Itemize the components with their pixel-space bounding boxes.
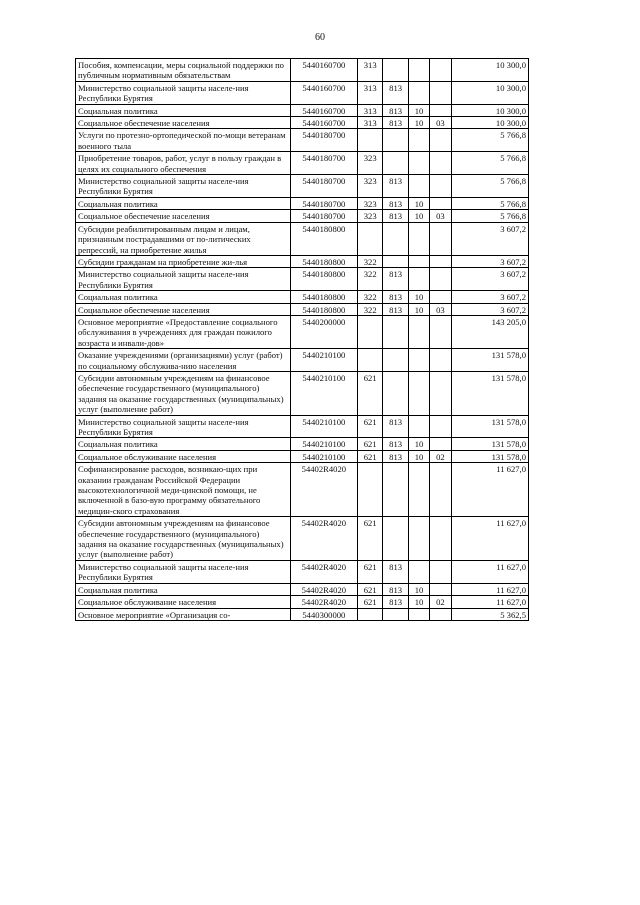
target-article-cell: 54402R4020 [290, 463, 357, 517]
table-row [76, 438, 529, 450]
grbs-cell [383, 371, 408, 415]
expense-type-cell: 322 [357, 291, 382, 303]
subsection-cell [430, 517, 451, 561]
section-cell [408, 255, 429, 267]
row-name-cell: Социальная политика [76, 583, 291, 595]
section-cell [408, 268, 429, 291]
subsection-cell [430, 371, 451, 415]
table-row [76, 81, 529, 104]
expense-type-cell: 313 [357, 117, 382, 129]
expense-type-cell: 621 [357, 371, 382, 415]
target-article-cell: 5440210100 [290, 450, 357, 462]
table-row [76, 303, 529, 315]
grbs-cell [383, 222, 408, 255]
amount-cell: 5 766,8 [451, 129, 528, 152]
section-cell [408, 608, 429, 620]
table-row [76, 315, 529, 348]
subsection-cell [430, 255, 451, 267]
target-article-cell: 54402R4020 [290, 517, 357, 561]
table-row [76, 268, 529, 291]
subsection-cell [430, 415, 451, 438]
grbs-cell [383, 152, 408, 175]
expense-type-cell: 322 [357, 268, 382, 291]
target-article-cell: 5440180700 [290, 152, 357, 175]
expense-type-cell: 621 [357, 517, 382, 561]
table-row [76, 129, 529, 152]
table-row [76, 255, 529, 267]
budget-table-body [76, 59, 529, 621]
row-name-cell: Социальное обслуживание населения [76, 596, 291, 608]
subsection-cell [430, 315, 451, 348]
row-name-cell: Оказание учреждениями (организациями) услуг (работ) по социальному обслужива-нию населения [76, 349, 291, 372]
grbs-cell: 813 [383, 303, 408, 315]
grbs-cell: 813 [383, 104, 408, 116]
section-cell: 10 [408, 210, 429, 222]
subsection-cell [430, 104, 451, 116]
subsection-cell [430, 81, 451, 104]
target-article-cell: 54402R4020 [290, 596, 357, 608]
amount-cell: 10 300,0 [451, 104, 528, 116]
section-cell [408, 349, 429, 372]
row-name-cell: Основное мероприятие «Предоставление социального обслуживания в учреждениях для граждан пожилого возраста и инвали-дов» [76, 315, 291, 348]
expense-type-cell [357, 463, 382, 517]
amount-cell: 3 607,2 [451, 268, 528, 291]
target-article-cell: 5440180800 [290, 255, 357, 267]
expense-type-cell: 621 [357, 560, 382, 583]
grbs-cell: 813 [383, 596, 408, 608]
target-article-cell: 5440180700 [290, 210, 357, 222]
row-name-cell: Социальное обеспечение населения [76, 117, 291, 129]
row-name-cell: Министерство социальной защиты населе-ния Республики Бурятия [76, 560, 291, 583]
target-article-cell: 5440210100 [290, 371, 357, 415]
subsection-cell [430, 608, 451, 620]
expense-type-cell: 322 [357, 303, 382, 315]
grbs-cell [383, 608, 408, 620]
expense-type-cell: 313 [357, 59, 382, 82]
expense-type-cell [357, 608, 382, 620]
expense-type-cell: 313 [357, 104, 382, 116]
target-article-cell: 5440200000 [290, 315, 357, 348]
target-article-cell: 5440180700 [290, 197, 357, 209]
section-cell: 10 [408, 596, 429, 608]
section-cell [408, 175, 429, 198]
subsection-cell [430, 129, 451, 152]
target-article-cell: 5440180700 [290, 175, 357, 198]
expense-type-cell: 323 [357, 210, 382, 222]
target-article-cell: 5440300000 [290, 608, 357, 620]
subsection-cell: 03 [430, 117, 451, 129]
subsection-cell [430, 438, 451, 450]
subsection-cell [430, 291, 451, 303]
budget-table [75, 58, 529, 621]
amount-cell: 5 362,5 [451, 608, 528, 620]
grbs-cell: 813 [383, 175, 408, 198]
row-name-cell: Софинансирование расходов, возникаю-щих при оказании гражданам Российской Федерации высокотехнологичной меди-цинской помощи, не включенной в базо-вую программу обязательного медицин-ского страхования [76, 463, 291, 517]
expense-type-cell: 621 [357, 450, 382, 462]
table-row [76, 152, 529, 175]
subsection-cell: 03 [430, 210, 451, 222]
section-cell: 10 [408, 197, 429, 209]
table-row [76, 104, 529, 116]
row-name-cell: Социальная политика [76, 197, 291, 209]
amount-cell: 131 578,0 [451, 438, 528, 450]
section-cell [408, 517, 429, 561]
amount-cell: 3 607,2 [451, 255, 528, 267]
row-name-cell: Министерство социальной защиты населе-ния Республики Бурятия [76, 415, 291, 438]
amount-cell: 5 766,8 [451, 197, 528, 209]
grbs-cell [383, 59, 408, 82]
row-name-cell: Министерство социальной защиты населе-ния Республики Бурятия [76, 268, 291, 291]
amount-cell: 131 578,0 [451, 450, 528, 462]
amount-cell: 5 766,8 [451, 175, 528, 198]
amount-cell: 131 578,0 [451, 349, 528, 372]
row-name-cell: Социальное обслуживание населения [76, 450, 291, 462]
section-cell [408, 371, 429, 415]
row-name-cell: Субсидии гражданам на приобретение жи-лья [76, 255, 291, 267]
target-article-cell: 5440180800 [290, 268, 357, 291]
row-name-cell: Пособия, компенсации, меры социальной поддержки по публичным нормативным обязательствам [76, 59, 291, 82]
row-name-cell: Социальная политика [76, 291, 291, 303]
amount-cell: 5 766,8 [451, 210, 528, 222]
table-row [76, 463, 529, 517]
grbs-cell [383, 463, 408, 517]
table-row [76, 415, 529, 438]
amount-cell: 11 627,0 [451, 463, 528, 517]
amount-cell: 131 578,0 [451, 415, 528, 438]
table-row [76, 210, 529, 222]
row-name-cell: Субсидии реабилитированным лицам и лицам, признанным пострадавшими от по-литических репрессий, на приобретение жилья [76, 222, 291, 255]
expense-type-cell: 621 [357, 438, 382, 450]
section-cell [408, 129, 429, 152]
grbs-cell [383, 255, 408, 267]
target-article-cell: 5440210100 [290, 415, 357, 438]
expense-type-cell [357, 315, 382, 348]
table-row [76, 583, 529, 595]
expense-type-cell [357, 222, 382, 255]
grbs-cell: 813 [383, 268, 408, 291]
subsection-cell [430, 349, 451, 372]
section-cell: 10 [408, 303, 429, 315]
amount-cell: 3 607,2 [451, 291, 528, 303]
section-cell [408, 463, 429, 517]
target-article-cell: 5440180800 [290, 222, 357, 255]
subsection-cell [430, 268, 451, 291]
row-name-cell: Субсидии автономным учреждениям на финансовое обеспечение государственного (муниципального) задания на оказание государственных (муниципальных) услуг (выполнение работ) [76, 517, 291, 561]
subsection-cell [430, 175, 451, 198]
target-article-cell: 5440180800 [290, 291, 357, 303]
amount-cell: 10 300,0 [451, 117, 528, 129]
row-name-cell: Министерство социальной защиты населе-ния Республики Бурятия [76, 81, 291, 104]
section-cell [408, 152, 429, 175]
amount-cell: 5 766,8 [451, 152, 528, 175]
subsection-cell [430, 560, 451, 583]
table-row [76, 117, 529, 129]
amount-cell: 3 607,2 [451, 303, 528, 315]
grbs-cell: 813 [383, 450, 408, 462]
subsection-cell [430, 152, 451, 175]
expense-type-cell: 322 [357, 255, 382, 267]
amount-cell: 10 300,0 [451, 59, 528, 82]
subsection-cell [430, 463, 451, 517]
expense-type-cell: 621 [357, 415, 382, 438]
table-row [76, 371, 529, 415]
expense-type-cell: 323 [357, 197, 382, 209]
subsection-cell [430, 222, 451, 255]
target-article-cell: 5440160700 [290, 81, 357, 104]
target-article-cell: 5440210100 [290, 349, 357, 372]
amount-cell: 11 627,0 [451, 596, 528, 608]
grbs-cell: 813 [383, 415, 408, 438]
row-name-cell: Субсидии автономным учреждениям на финансовое обеспечение государственного (муниципального) задания на оказание государственных (муниципальных) услуг (выполнение работ) [76, 371, 291, 415]
target-article-cell: 5440180800 [290, 303, 357, 315]
grbs-cell: 813 [383, 438, 408, 450]
amount-cell: 11 627,0 [451, 583, 528, 595]
grbs-cell [383, 315, 408, 348]
target-article-cell: 5440160700 [290, 59, 357, 82]
expense-type-cell: 323 [357, 175, 382, 198]
grbs-cell [383, 517, 408, 561]
section-cell [408, 81, 429, 104]
grbs-cell: 813 [383, 560, 408, 583]
section-cell [408, 315, 429, 348]
amount-cell: 3 607,2 [451, 222, 528, 255]
expense-type-cell: 313 [357, 81, 382, 104]
grbs-cell [383, 129, 408, 152]
section-cell: 10 [408, 291, 429, 303]
section-cell: 10 [408, 117, 429, 129]
target-article-cell: 5440160700 [290, 117, 357, 129]
row-name-cell: Социальная политика [76, 438, 291, 450]
amount-cell: 143 205,0 [451, 315, 528, 348]
grbs-cell: 813 [383, 117, 408, 129]
table-row [76, 175, 529, 198]
subsection-cell: 02 [430, 450, 451, 462]
target-article-cell: 54402R4020 [290, 583, 357, 595]
grbs-cell: 813 [383, 291, 408, 303]
row-name-cell: Социальное обеспечение населения [76, 303, 291, 315]
section-cell: 10 [408, 583, 429, 595]
table-row [76, 222, 529, 255]
table-row [76, 608, 529, 620]
expense-type-cell: 621 [357, 583, 382, 595]
section-cell [408, 560, 429, 583]
subsection-cell [430, 59, 451, 82]
row-name-cell: Основное мероприятие «Организация со- [76, 608, 291, 620]
target-article-cell: 5440180700 [290, 129, 357, 152]
section-cell [408, 222, 429, 255]
grbs-cell: 813 [383, 197, 408, 209]
amount-cell: 11 627,0 [451, 517, 528, 561]
subsection-cell [430, 197, 451, 209]
table-row [76, 517, 529, 561]
grbs-cell: 813 [383, 81, 408, 104]
subsection-cell: 02 [430, 596, 451, 608]
subsection-cell: 03 [430, 303, 451, 315]
section-cell: 10 [408, 450, 429, 462]
section-cell [408, 415, 429, 438]
expense-type-cell [357, 129, 382, 152]
target-article-cell: 5440160700 [290, 104, 357, 116]
grbs-cell: 813 [383, 583, 408, 595]
row-name-cell: Приобретение товаров, работ, услуг в пользу граждан в целях их социального обеспечения [76, 152, 291, 175]
table-row [76, 349, 529, 372]
table-row [76, 291, 529, 303]
expense-type-cell: 621 [357, 596, 382, 608]
table-row [76, 450, 529, 462]
table-row [76, 59, 529, 82]
table-row [76, 197, 529, 209]
target-article-cell: 5440210100 [290, 438, 357, 450]
grbs-cell [383, 349, 408, 372]
subsection-cell [430, 583, 451, 595]
grbs-cell: 813 [383, 210, 408, 222]
section-cell [408, 59, 429, 82]
row-name-cell: Социальная политика [76, 104, 291, 116]
target-article-cell: 54402R4020 [290, 560, 357, 583]
amount-cell: 10 300,0 [451, 81, 528, 104]
table-row [76, 560, 529, 583]
expense-type-cell: 323 [357, 152, 382, 175]
section-cell: 10 [408, 438, 429, 450]
section-cell: 10 [408, 104, 429, 116]
table-row [76, 596, 529, 608]
row-name-cell: Услуги по протезно-ортопедической по-мощи ветеранам военного тыла [76, 129, 291, 152]
page-number: 60 [315, 32, 325, 43]
amount-cell: 11 627,0 [451, 560, 528, 583]
row-name-cell: Министерство социальной защиты населе-ния Республики Бурятия [76, 175, 291, 198]
amount-cell: 131 578,0 [451, 371, 528, 415]
expense-type-cell [357, 349, 382, 372]
row-name-cell: Социальное обеспечение населения [76, 210, 291, 222]
